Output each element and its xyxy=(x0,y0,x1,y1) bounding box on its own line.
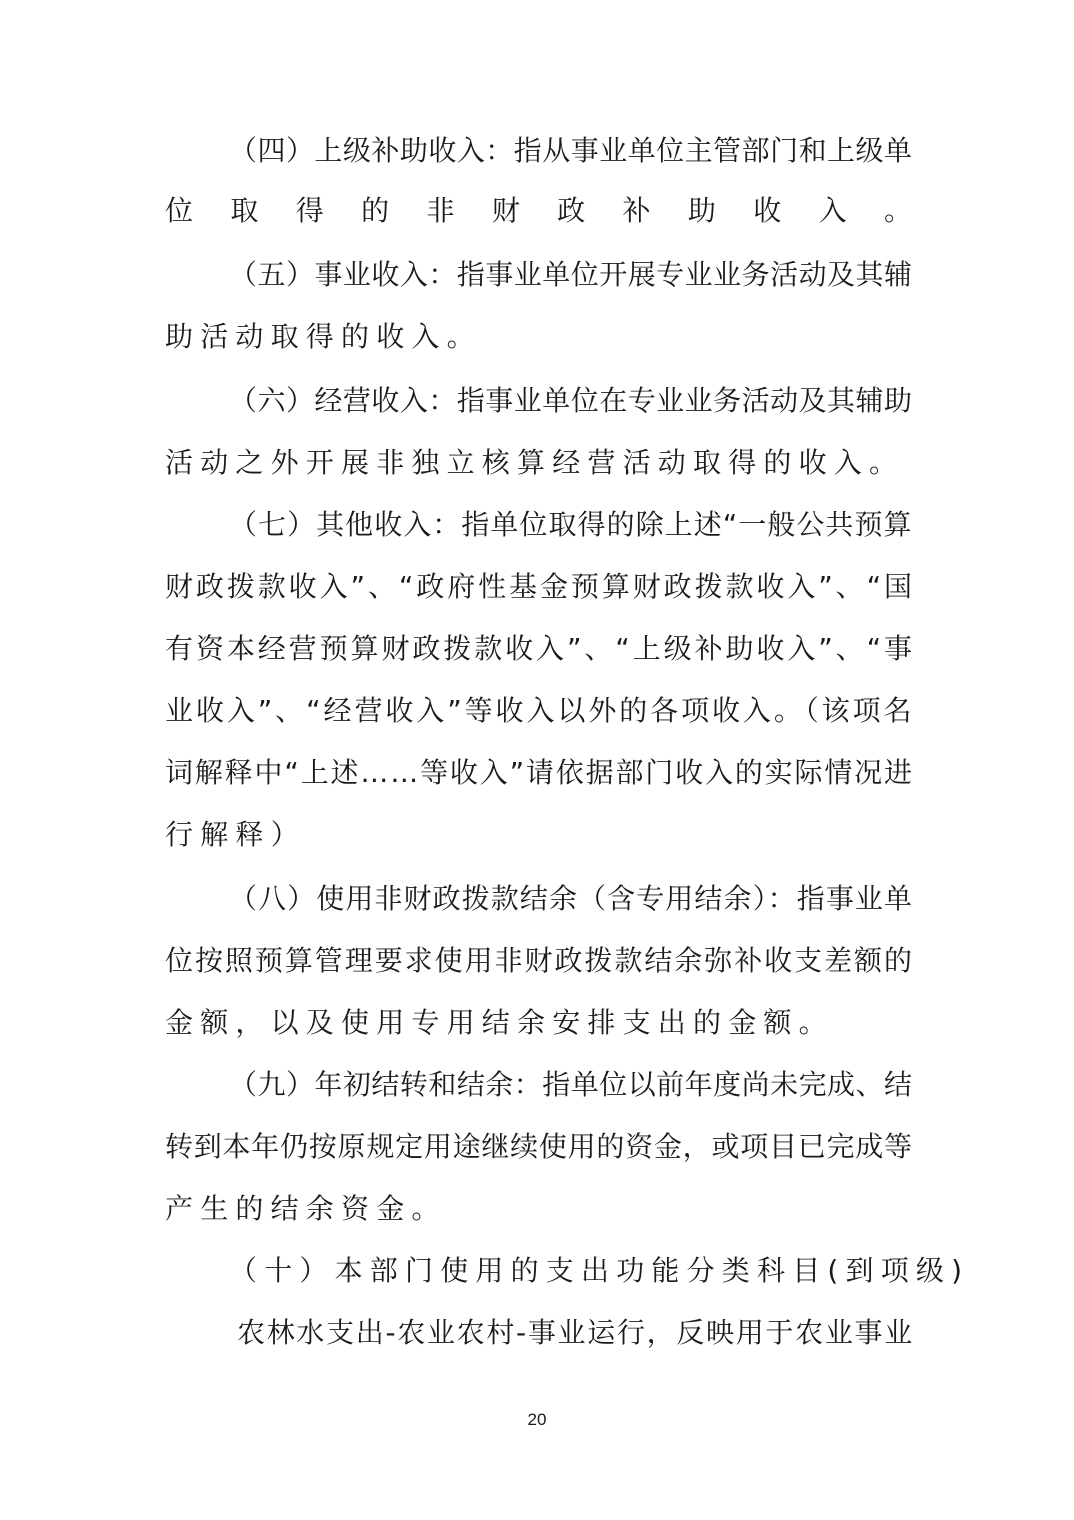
line-3: （五）事业收入：指事业单位开展专业业务活动及其辅 xyxy=(229,258,913,291)
line-9: 有资本经营预算财政拨款收入”、“上级补助收入”、“事 xyxy=(165,632,915,665)
line-2: 位取得的非财政补助收入。 xyxy=(165,194,950,227)
line-20: 农林水支出-农业农村-事业运行，反映用于农业事业 xyxy=(237,1316,914,1349)
line-12: 行解释） xyxy=(165,818,306,851)
line-8: 财政拨款收入”、“政府性基金预算财政拨款收入”、“国 xyxy=(165,570,915,603)
line-11: 词解释中“上述……等收入”请依据部门收入的实际情况进 xyxy=(165,756,914,789)
line-5: （六）经营收入：指事业单位在专业业务活动及其辅助 xyxy=(229,384,913,417)
line-17: 转到本年仍按原规定用途继续使用的资金，或项目已完成等 xyxy=(165,1130,913,1163)
page-number: 20 xyxy=(527,1410,547,1429)
line-19: （十）本部门使用的支出功能分类科目(到项级) xyxy=(229,1254,970,1287)
line-18: 产生的结余资金。 xyxy=(165,1192,447,1225)
line-16: （九）年初结转和结余：指单位以前年度尚未完成、结 xyxy=(229,1068,913,1101)
line-7: （七）其他收入：指单位取得的除上述“一般公共预算 xyxy=(229,508,913,541)
line-15: 金额，以及使用专用结余安排支出的金额。 xyxy=(165,1006,834,1039)
line-10: 业收入”、“经营收入”等收入以外的各项收入。（该项名 xyxy=(165,694,915,727)
line-6: 活动之外开展非独立核算经营活动取得的收入。 xyxy=(165,446,905,479)
line-14: 位按照预算管理要求使用非财政拨款结余弥补收支差额的 xyxy=(165,944,914,977)
line-1: （四）上级补助收入：指从事业单位主管部门和上级单 xyxy=(229,134,913,167)
line-4: 助活动取得的收入。 xyxy=(165,320,482,353)
line-13: （八）使用非财政拨款结余（含专用结余）：指事业单 xyxy=(229,882,914,915)
